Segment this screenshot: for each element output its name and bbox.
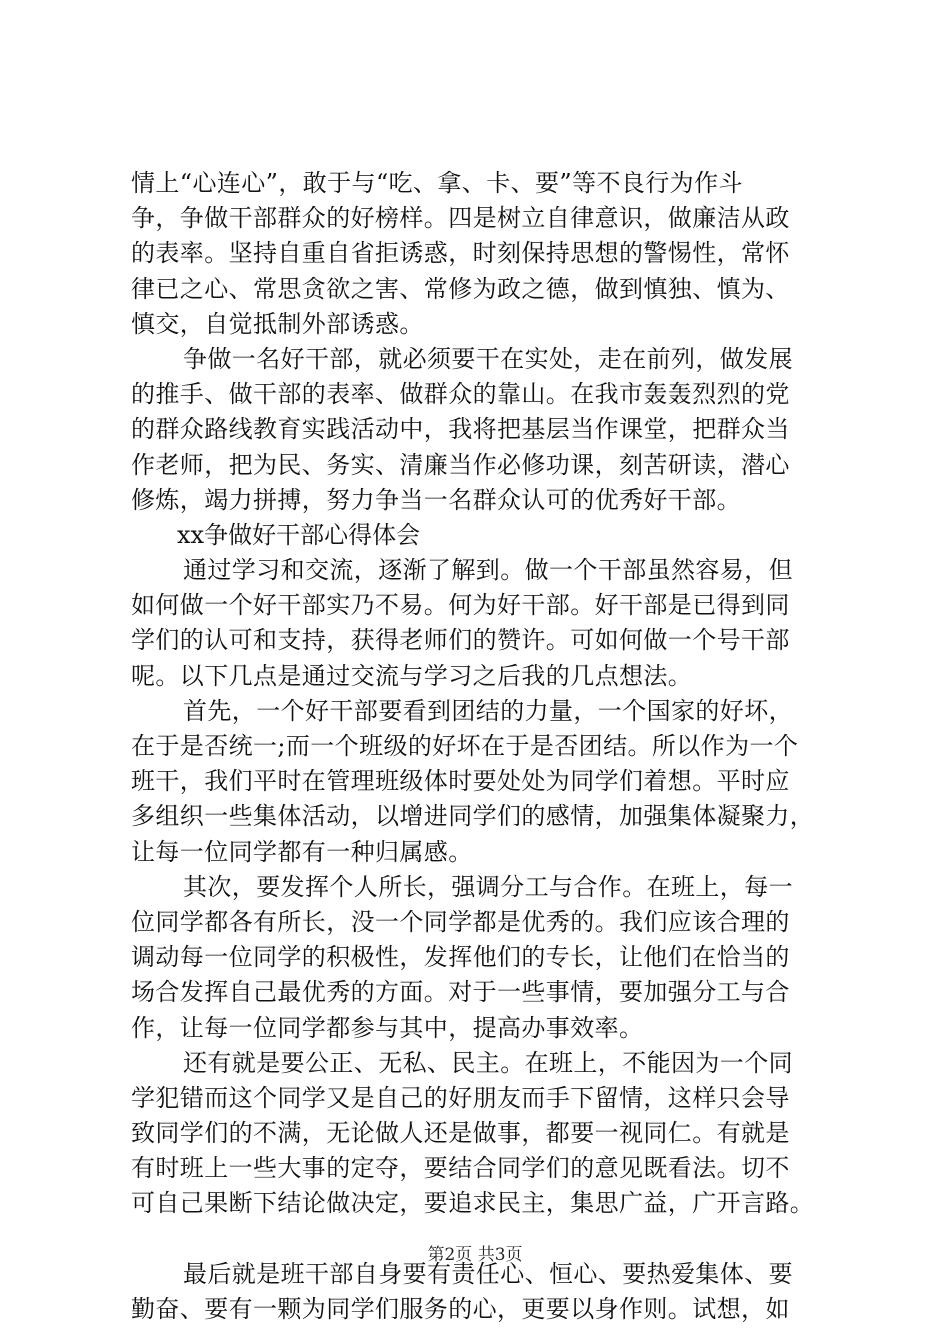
body-line: 班干，我们平时在管理班级体时要处处为同学们着想。平时应	[131, 767, 790, 796]
body-line: 调动每一位同学的积极性，发挥他们的专长，让他们在恰当的	[131, 943, 790, 972]
body-line: 的表率。坚持自重自省拒诱惑，时刻保持思想的警惕性，常怀	[131, 239, 790, 268]
section-heading: xx争做好干部心得体会	[177, 520, 421, 549]
body-line: 作，让每一位同学都参与其中，提高办事效率。	[131, 1013, 644, 1042]
paragraph-first-line: 最后就是班干部自身要有责任心、恒心、要热爱集体、要	[183, 1259, 793, 1288]
body-line: 勤奋、要有一颗为同学们服务的心，更要以身作则。试想，如	[131, 1295, 790, 1323]
body-line: 的推手、做干部的表率、做群众的靠山。在我市轰轰烈烈的党	[131, 380, 790, 409]
body-line: 慎交，自觉抵制外部诱惑。	[131, 309, 424, 338]
body-line: 让每一位同学都有一种归属感。	[131, 837, 473, 866]
paragraph-first-line: 其次，要发挥个人所长，强调分工与合作。在班上，每一	[183, 872, 793, 901]
body-line: 多组织一些集体活动，以增进同学们的感情，加强集体凝聚力，	[131, 802, 815, 831]
paragraph-first-line: 还有就是要公正、无私、民主。在班上，不能因为一个同	[183, 1048, 793, 1077]
page-footer: 第2页 共3页	[427, 1245, 523, 1265]
body-line: 位同学都各有所长，没一个同学都是优秀的。我们应该合理的	[131, 907, 790, 936]
body-line: 学犯错而这个同学又是自己的好朋友而手下留情，这样只会导	[131, 1083, 790, 1112]
body-line: 如何做一个好干部实乃不易。何为好干部。好干部是已得到同	[131, 591, 790, 620]
body-line: 的群众路线教育实践活动中，我将把基层当作课堂，把群众当	[131, 415, 790, 444]
body-line: 争，争做干部群众的好榜样。四是树立自律意识，做廉洁从政	[131, 204, 790, 233]
body-line: 在于是否统一;而一个班级的好坏在于是否团结。所以作为一个	[131, 732, 799, 760]
body-line: 有时班上一些大事的定夺，要结合同学们的意见既看法。切不	[131, 1154, 790, 1183]
body-line: 致同学们的不满，无论做人还是做事，都要一视同仁。有就是	[131, 1119, 790, 1148]
body-line: 呢。以下几点是通过交流与学习之后我的几点想法。	[131, 661, 693, 690]
paragraph-first-line: 首先，一个好干部要看到团结的力量，一个国家的好坏，	[183, 696, 793, 725]
paragraph-first-line: 通过学习和交流，逐渐了解到。做一个干部虽然容易，但	[183, 556, 793, 585]
document-body	[131, 166, 833, 1327]
body-line: 律已之心、常思贪欲之害、常修为政之德，做到慎独、慎为、	[131, 274, 790, 303]
body-line: 学们的认可和支持，获得老师们的赞许。可如何做一个号干部	[131, 626, 790, 655]
body-line: 可自己果断下结论做决定，要追求民主，集思广益，广开言路。	[131, 1189, 815, 1218]
body-line: 修炼，竭力拼搏，努力争当一名群众认可的优秀好干部。	[131, 485, 741, 514]
body-line: 场合发挥自己最优秀的方面。对于一些事情，要加强分工与合	[131, 978, 790, 1007]
body-line: 作老师，把为民、务实、清廉当作必修功课，刻苦研读，潜心	[131, 450, 790, 479]
paragraph-first-line: 争做一名好干部，就必须要干在实处，走在前列，做发展	[183, 344, 793, 373]
body-line: 情上“心连心”，敢于与“吃、拿、卡、要”等不良行为作斗	[131, 169, 743, 197]
